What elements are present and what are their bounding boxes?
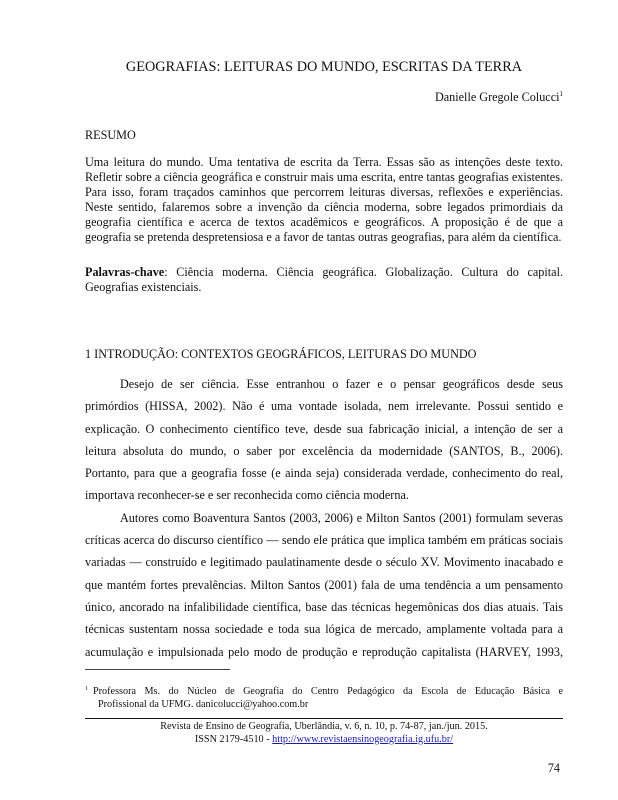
footnote-number: 1: [85, 686, 88, 692]
keywords-line: Geografias existenciais.: [85, 280, 202, 294]
keywords-line: [85, 265, 563, 280]
body-line: técnicas sustentam nossa sociedade e toda sua lógica de mercado, amplamente voltada para a: [85, 622, 563, 637]
body-line: Autores como Boaventura Santos (2003, 2006) e Milton Santos (2001) formulam severas: [120, 510, 563, 525]
author-footnote-ref[interactable]: 1: [559, 90, 563, 98]
abstract-line: Neste sentido, falaremos sobre a invenção da ciência moderna, sobre legados primordiais da: [85, 199, 563, 214]
body-line: leitura absoluta do mundo, o saber por excelência da modernidade (SANTOS, B., 2006).: [85, 443, 563, 458]
article-title: GEOGRAFIAS: LEITURAS DO MUNDO, ESCRITAS DA TERRA: [125, 59, 523, 75]
body-line: primórdios (HISSA, 2002). Não é uma vontade isolada, nem irrelevante. Possui sentido e: [85, 399, 563, 414]
keywords-label: Palavras-chave: [85, 265, 165, 279]
body-line: Portanto, para que a geografia fosse (e ainda seja) considerada verdade, conhecimento do real,: [85, 466, 563, 481]
issn-text: ISSN 2179-4510 -: [194, 733, 273, 745]
section-heading: 1 INTRODUÇÃO: CONTEXTOS GEOGRÁFICOS, LEITURAS DO MUNDO: [85, 347, 477, 361]
keywords-text: : Ciência moderna. Ciência geográfica. Globalização. Cultura do capital.: [164, 265, 563, 279]
author-line: [435, 90, 563, 105]
abstract-line: Refletir sobre a ciência geográfica e construir mais uma escrita, entre tantas geografias existentes.: [85, 169, 563, 184]
footer-divider: [85, 718, 563, 719]
issn-line: [85, 734, 563, 747]
body-text: [85, 373, 563, 663]
body-line: acumulação e impulsionada pelo modo de produção e reprodução capitalista (HARVEY, 1993,: [85, 644, 563, 659]
footnote: [85, 683, 563, 711]
body-line: único, ancorado na infalibilidade científica, base das técnicas hegemônicas dos dias atuais. Tais: [85, 599, 563, 614]
abstract-line: Para isso, foram traçados caminhos que percorrem leituras diversas, reflexões e experiências.: [85, 184, 563, 199]
abstract-line: geografia se pretenda despretensiosa e a favor de tantas outras geografias, para além da científica.: [85, 229, 562, 244]
body-line: Desejo de ser ciência. Esse entranhou o fazer e o pensar geográficos desde seus: [120, 377, 563, 391]
journal-citation: Revista de Ensino de Geografia, Uberlândia, v. 6, n. 10, p. 74-87, jan./jun. 2015.: [160, 721, 488, 732]
keywords-block: [85, 265, 563, 295]
page-number: 74: [547, 761, 560, 775]
body-line: variadas — construído e legitimado paulatinamente desde o século XV. Movimento inacabado e: [85, 555, 563, 570]
body-line: importava reconhecer-se e ser reconhecida como ciência moderna.: [85, 488, 409, 503]
footnote-line: Profissional da UFMG. danicolucci@yahoo.com.br: [98, 699, 309, 710]
journal-footer: [85, 721, 563, 746]
body-line: críticas acerca do discurso científico — sendo ele prática que implica também em práticas sociais: [85, 533, 563, 548]
abstract-heading: RESUMO: [85, 128, 136, 142]
footnote-divider: [85, 669, 230, 670]
abstract-text: [85, 155, 563, 244]
footnote-line: [85, 683, 563, 698]
journal-url-link[interactable]: http://www.revistaensinogeografia.ig.ufu.br/: [272, 733, 454, 745]
body-line: que mantém fortes prevalências. Milton Santos (2001) fala de uma tendência a um pensamento: [85, 577, 563, 592]
author-name: Danielle Gregole Colucci: [434, 90, 560, 104]
abstract-line: geografia científica e acerca de textos acadêmicos e geográficos. A proposição é de que a: [85, 214, 563, 229]
body-line: explicação. O conhecimento científico teve, desde sua fabricação inicial, a intenção de ser a: [85, 421, 563, 436]
footnote-text: Professora Ms. do Núcleo de Geografia do Centro Pedagógico da Escola de Educação Básica e: [93, 686, 563, 697]
abstract-line: Uma leitura do mundo. Uma tentativa de escrita da Terra. Essas são as intenções deste texto.: [85, 155, 563, 169]
